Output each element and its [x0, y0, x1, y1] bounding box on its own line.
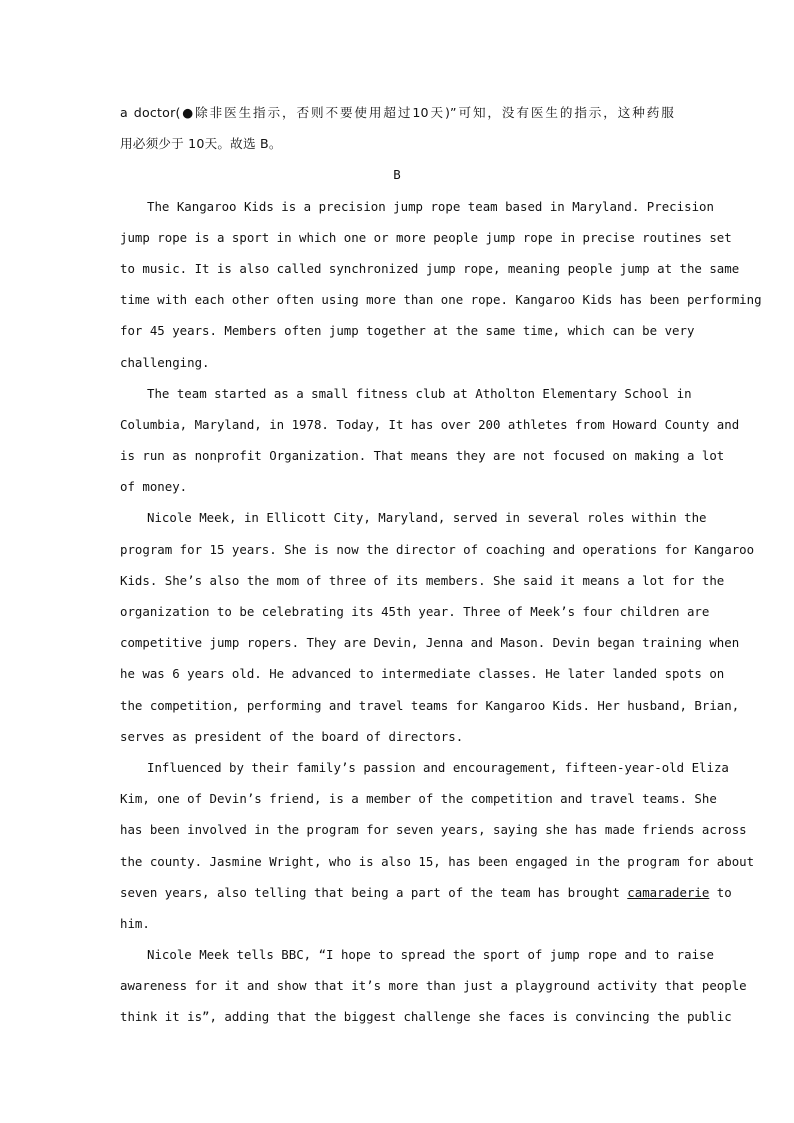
paragraph-line: serves as president of the board of directors. — [120, 728, 464, 744]
paragraph-line: jump rope is a sport in which one or more people jump rope in precise routines set — [120, 229, 732, 245]
paragraph-2 — [120, 378, 740, 503]
paragraph-line: Columbia, Maryland, in 1978. Today, It has over 200 athletes from Howard County and — [120, 416, 740, 432]
paragraph-line: the competition, performing and travel teams for Kangaroo Kids. Her husband, Brian, — [120, 697, 740, 713]
paragraph-4 — [120, 752, 755, 939]
paragraph-line: competitive jump ropers. They are Devin, Jenna and Mason. Devin began training when — [120, 635, 740, 651]
paragraph-line: challenging. — [120, 354, 210, 370]
paragraph-line: for 45 years. Members often jump together at the same time, which can be very — [120, 323, 695, 339]
paragraph-line: him. — [120, 915, 150, 931]
paragraph-line: he was 6 years old. He advanced to intermediate classes. He later landed spots on — [120, 666, 725, 682]
paragraph-line: to music. It is also called synchronized jump rope, meaning people jump at the same — [120, 260, 740, 276]
paragraph-line: The team started as a small fitness club at Atholton Elementary School in — [147, 385, 692, 401]
paragraph-line: has been involved in the program for seven years, saying she has made friends across — [120, 822, 747, 838]
intro-line-2: 用必须少于 10天。故选 B。 — [120, 136, 282, 152]
paragraph-line: awareness for it and show that it’s more than just a playground activity that people — [120, 978, 747, 994]
paragraph-5 — [120, 939, 747, 1033]
paragraph-line: think it is”, adding that the biggest challenge she faces is convincing the public — [120, 1009, 732, 1025]
intro-line-1: a doctor(●除非医生指示，否则不要使用超过10天)”可知，没有医生的指示，这种药服 — [120, 105, 674, 120]
underlined-vocabulary-word: camaraderie — [627, 884, 710, 900]
paragraph-line: Nicole Meek tells BBC, “I hope to spread the sport of jump rope and to raise — [147, 947, 714, 963]
section-label: B — [393, 167, 401, 183]
document-page — [120, 97, 762, 1033]
paragraph-line: is run as nonprofit Organization. That means they are not focused on making a lot — [120, 448, 725, 464]
paragraph-line: of money. — [120, 479, 188, 495]
paragraph-line: Nicole Meek, in Ellicott City, Maryland, served in several roles within the — [147, 510, 707, 526]
paragraph-line: the county. Jasmine Wright, who is also 15, has been engaged in the program for about — [120, 853, 755, 869]
paragraph-line: Kim, one of Devin’s friend, is a member of the competition and travel teams. She — [120, 791, 717, 807]
paragraph-line: The Kangaroo Kids is a precision jump rope team based in Maryland. Precision — [147, 198, 714, 214]
paragraph-line: organization to be celebrating its 45th year. Three of Meek’s four children are — [120, 604, 710, 619]
paragraph-line: program for 15 years. She is now the director of coaching and operations for Kangaroo — [120, 541, 755, 557]
paragraph-line: Kids. She’s also the mom of three of its members. She said it means a lot for the — [120, 572, 725, 588]
paragraph-3 — [120, 502, 755, 752]
paragraph-line: time with each other often using more than one rope. Kangaroo Kids has been performing — [120, 292, 762, 308]
paragraph-line-with-underline: seven years, also telling that being a part of the team has brought camaraderie to — [120, 884, 732, 900]
paragraph-line: Influenced by their family’s passion and encouragement, fifteen-year-old Eliza — [147, 759, 729, 775]
paragraph-1 — [120, 191, 762, 378]
